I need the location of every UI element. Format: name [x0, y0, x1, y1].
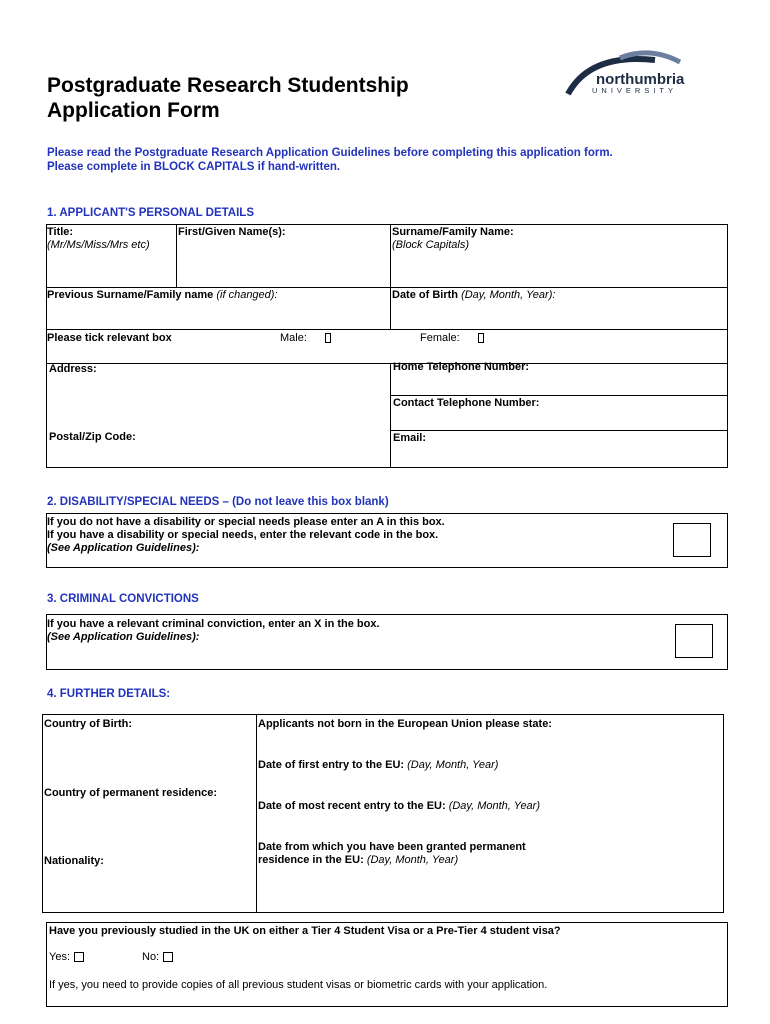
recent-entry-field[interactable]: [258, 800, 540, 813]
logo-sub: UNIVERSITY: [592, 86, 678, 95]
yes-label: Yes:: [49, 951, 71, 963]
surname-label: Surname/Family Name:: [392, 226, 514, 238]
convictions-text: [47, 618, 380, 644]
section-3-heading: 3. CRIMINAL CONVICTIONS: [47, 593, 199, 605]
section-4-heading: 4. FURTHER DETAILS:: [47, 688, 171, 700]
first-entry-hint: (Day, Month, Year): [407, 759, 499, 771]
residence-field[interactable]: [258, 841, 526, 867]
intro-line-1: Please read the Postgraduate Research Application Guidelines before completing this application form.: [47, 147, 613, 159]
first-entry-field[interactable]: [258, 759, 498, 772]
disability-line-2: If you have a disability or special needs, enter the relevant code in the box.: [47, 529, 439, 541]
address-label: Address:: [49, 363, 97, 375]
nationality-label[interactable]: Nationality:: [44, 855, 104, 867]
title-label: Title:: [47, 226, 74, 238]
logo-name: northumbria: [596, 71, 685, 88]
home-phone-label: Home Telephone Number:: [393, 361, 530, 373]
email-label: Email:: [393, 432, 427, 444]
tick-label: Please tick relevant box: [47, 332, 172, 344]
convictions-line-2: (See Application Guidelines):: [47, 631, 200, 643]
residence-label-2: residence in the EU:: [258, 854, 364, 866]
convictions-line-1: If you have a relevant criminal conviction, enter an X in the box.: [47, 618, 380, 630]
recent-entry-hint: (Day, Month, Year): [448, 800, 541, 812]
residence-hint: (Day, Month, Year): [366, 854, 459, 866]
visa-no-option[interactable]: [142, 951, 173, 964]
contact-phone-label: Contact Telephone Number:: [393, 397, 540, 409]
male-checkbox[interactable]: [325, 333, 331, 343]
conviction-input[interactable]: [675, 624, 713, 658]
dob-label: Date of Birth: [392, 289, 458, 301]
no-checkbox[interactable]: [163, 952, 173, 962]
intro-text: [47, 146, 613, 174]
intro-line-2: Please complete in BLOCK CAPITALS if hand-written.: [47, 161, 341, 173]
surname-field[interactable]: [392, 226, 514, 252]
disability-line-3: (See Application Guidelines):: [47, 542, 200, 554]
section-1-heading: 1. APPLICANT'S PERSONAL DETAILS: [47, 207, 254, 219]
female-label: Female:: [420, 332, 460, 344]
divider: [256, 714, 257, 913]
address-box[interactable]: [46, 363, 391, 468]
country-birth-label[interactable]: Country of Birth:: [44, 718, 132, 730]
dob-field[interactable]: [392, 289, 555, 302]
visa-note: If yes, you need to provide copies of all previous student visas or biometric cards with your application.: [49, 979, 548, 991]
prev-surname-hint: (if changed):: [216, 289, 278, 301]
disability-text: [47, 516, 445, 555]
email-field[interactable]: [390, 430, 728, 468]
postal-label: Postal/Zip Code:: [49, 431, 136, 443]
divider: [390, 287, 391, 330]
title-hint: (Mr/Ms/Miss/Mrs etc): [47, 239, 150, 251]
prev-surname-field[interactable]: [47, 289, 278, 302]
first-name-field[interactable]: First/Given Name(s):: [178, 226, 286, 238]
visa-yes-option[interactable]: [49, 951, 84, 964]
surname-hint: (Block Capitals): [392, 239, 470, 251]
dob-hint: (Day, Month, Year):: [461, 289, 556, 301]
yes-checkbox[interactable]: [74, 952, 84, 962]
title-field[interactable]: [47, 226, 150, 252]
residence-label-1: Date from which you have been granted permanent: [258, 841, 526, 853]
prev-surname-label: Previous Surname/Family name: [47, 289, 214, 301]
first-entry-label: Date of first entry to the EU:: [258, 759, 405, 771]
title-line-1: Postgraduate Research Studentship: [47, 74, 409, 97]
female-checkbox[interactable]: [478, 333, 484, 343]
eu-heading: Applicants not born in the European Union please state:: [258, 718, 552, 730]
no-label: No:: [142, 951, 160, 963]
visa-question: Have you previously studied in the UK on either a Tier 4 Student Visa or a Pre-Tier 4 student visa?: [49, 925, 561, 937]
female-option[interactable]: [420, 332, 484, 345]
disability-line-1: If you do not have a disability or special needs please enter an A in this box.: [47, 516, 445, 528]
divider: [390, 224, 391, 288]
male-label: Male:: [280, 332, 307, 344]
male-option[interactable]: [280, 332, 331, 345]
further-details-box: [42, 714, 724, 913]
section-2-heading: 2. DISABILITY/SPECIAL NEEDS – (Do not leave this box blank): [47, 496, 389, 508]
recent-entry-label: Date of most recent entry to the EU:: [258, 800, 446, 812]
page-title: [47, 73, 409, 123]
disability-code-input[interactable]: [673, 523, 711, 557]
country-residence-label[interactable]: Country of permanent residence:: [44, 787, 217, 799]
divider: [176, 224, 177, 288]
title-line-2: Application Form: [47, 99, 220, 122]
